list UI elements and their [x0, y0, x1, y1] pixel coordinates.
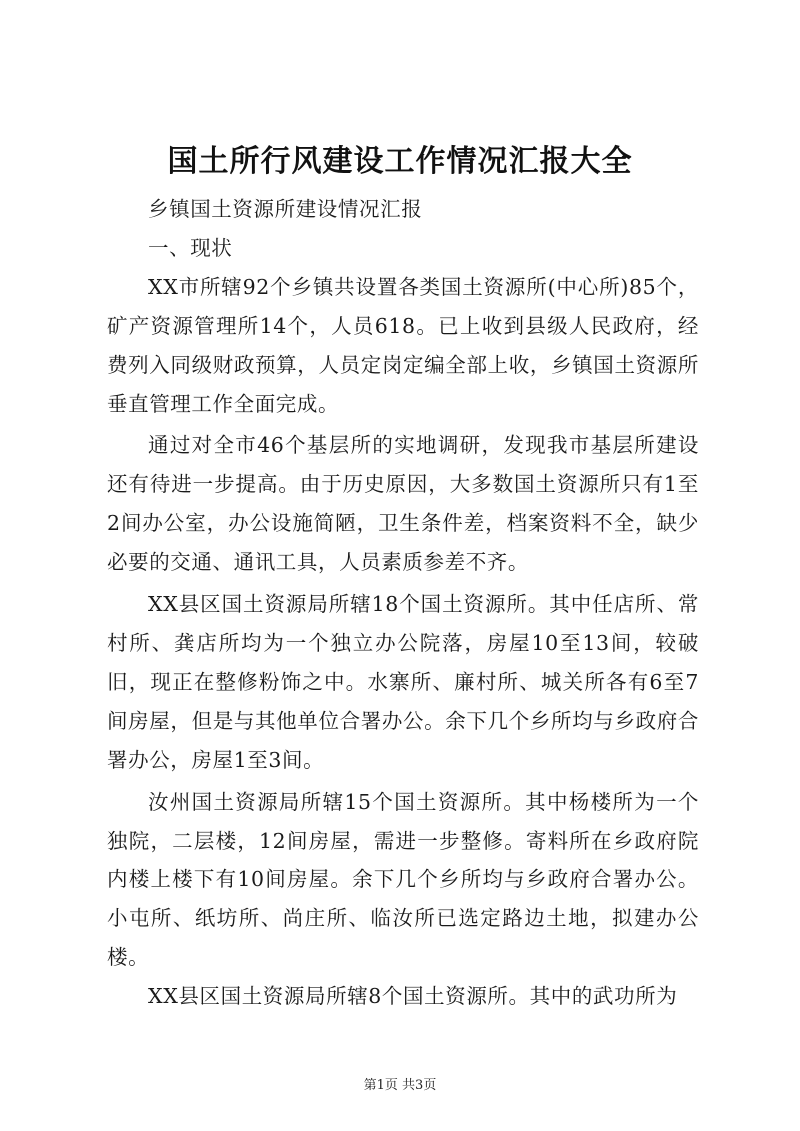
body-paragraph: 通过对全市46个基层所的实地调研，发现我市基层所建设还有待进一步提高。由于历史原因，大多数国土资源所只有1至2间办公室，办公设施简陋，卫生条件差，档案资料不全，缺少必要的交通、通讯工具，人员素质参差不齐。	[107, 433, 699, 575]
document-title: 国土所行风建设工作情况汇报大全	[167, 144, 633, 179]
page-number-footer: 第1页 共3页	[363, 1078, 437, 1093]
document-body	[107, 190, 699, 1016]
body-paragraph: 汝州国土资源局所辖15个国土资源所。其中杨楼所为一个独院，二层楼，12间房屋，需进一步整修。寄料所在乡政府院内楼上楼下有10间房屋。余下几个乡所均与乡政府合署办公。小屯所、纸坊所、尚庄所、临汝所已选定路边土地，拟建办公楼。	[107, 789, 699, 970]
subtitle-paragraph: 乡镇国土资源所建设情况汇报	[148, 197, 423, 221]
body-paragraph: XX县区国土资源局所辖8个国土资源所。其中的武功所为	[148, 984, 678, 1009]
body-paragraph: XX市所辖92个乡镇共设置各类国土资源所(中心所)85个，矿产资源管理所14个，人员618。已上收到县级人民政府，经费列入同级财政预算，人员定岗定编全部上收，乡镇国土资源所垂直管理工作全面完成。	[107, 274, 699, 416]
body-paragraph: XX县区国土资源局所辖18个国土资源所。其中任店所、常村所、龚店所均为一个独立办公院落，房屋10至13间，较破旧，现正在整修粉饰之中。水寨所、廉村所、城关所各有6至7间房屋，但是与其他单位合署办公。余下几个乡所均与乡政府合署办公，房屋1至3间。	[107, 592, 699, 772]
section-heading: 一、现状	[148, 235, 233, 260]
